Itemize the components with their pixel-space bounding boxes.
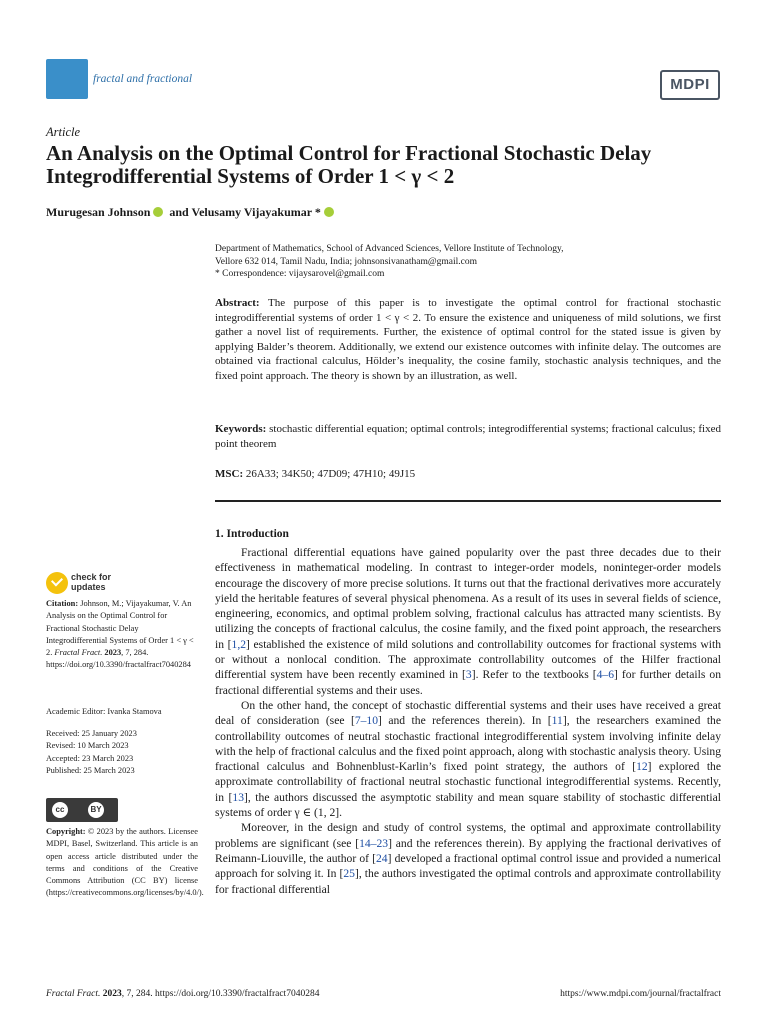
orcid-icon[interactable] [153,207,163,217]
citation-link[interactable]: 11 [551,714,563,728]
correspondence: * Correspondence: vijaysarovel@gmail.com [215,269,385,279]
orcid-icon[interactable] [324,207,334,217]
citation-link[interactable]: 3 [465,668,472,682]
keywords-text: stochastic differential equation; optimal controls; integrodifferential systems; fractional calculus; fixed point theorem [215,423,721,450]
author-name[interactable]: Velusamy Vijayakumar * [191,205,321,219]
citation-journal: Fractal Fract. [54,648,103,658]
check-updates-line: updates [71,582,106,592]
citation-label: Citation: [46,599,79,608]
paragraph: On the other hand, the concept of stochastic differential systems and their uses have received a great deal of consideration (see [7–10] and the references therein). In [11], the researchers examined the controllability outcomes of neutral stochastic fractional integrodifferential system involving infinite delay with the help of fractional calculus and the fixed point approach, along with stochastic analysis theory. Using fractional calculus and Bohnenblust-Karlin’s fixed point strategy, the authors of [12] explored the approximate controllability of fractional neutral stochastic functional integrodifferential systems. Recently, in [13], the authors discussed the asymptotic stability and mean square stability of stochastic differential systems of order γ ∈ (1, 2]. [215,698,722,820]
footer-journal: Fractal Fract. [46,989,101,999]
check-updates-label[interactable] [71,572,111,592]
cc-by-license-badge[interactable] [46,798,118,822]
divider [215,500,721,502]
keywords-label: Keywords: [215,423,267,435]
footer-doi[interactable]: , 7, 284. https://doi.org/10.3390/fractalfract7040284 [121,989,320,999]
citation-link[interactable]: 1,2 [231,637,247,651]
author-name[interactable]: Murugesan Johnson [46,205,151,219]
citation-link[interactable]: 14–23 [359,836,389,850]
copyright-block [46,826,204,900]
section-heading: 1. Introduction [215,528,289,540]
paragraph: Moreover, in the design and study of control systems, the optimal and approximate controllability problems are significant (see [14–23] and the references therein). By applying the fractional derivatives of Reimann-Liouville, the author of [24] developed a fractional optimal control issue and provided a numerical approach for solving it. In [25], the authors investigated the optimal controls and approximate controllability for fractional differential [215,821,722,896]
by-icon: BY [88,802,104,818]
cc-icon: cc [52,802,68,818]
citation-year: 2023 [104,648,122,658]
accepted-date: Accepted: 23 March 2023 [46,753,134,763]
paragraph: Fractional differential equations have gained popularity over the past three decades due to their effectiveness in mathematical modeling. In contrast to integer-order models, noninteger-order models encourage the discovery of more precise solutions. It turns out that the fractional derivatives more accurately yield the heritable features of several physical phenomena. As a result of its uses in several fields of science, engineering, economics, and optimal problem solving, fractional calculus has attracted many scientists. By utilizing the concepts of fractional calculus, the cosine family, and the fixed point approach, the researchers in [1,2] established the existence of mild solutions and controllability outcomes for fractional systems with or without a nonlocal condition. The approximate controllability outcomes of the Hilfer fractional differential system have been recently examined in [3]. Refer to the textbooks [4–6] for further details on fractional differential systems and their uses. [215,546,722,697]
journal-map-logo-icon [46,59,88,99]
copyright-label: Copyright: [46,827,86,836]
footer-journal-url[interactable]: https://www.mdpi.com/journal/fractalfract [560,989,721,999]
abstract-label: Abstract: [215,297,260,309]
check-updates-line: check for [71,572,112,582]
dates-block [46,728,198,777]
copyright-text: © 2023 by the authors. Licensee MDPI, Basel, Switzerland. This article is an open access article distributed under the terms and conditions of the Creative Commons Attribution (CC BY) license (https://creativecommons.org/licenses/by/4.0/). [46,827,204,898]
msc-text: 26A33; 34K50; 47D09; 47H10; 49J15 [243,468,416,480]
body-text [215,545,721,897]
academic-editor: Academic Editor: Ivanka Stamova [46,707,162,716]
msc-codes [215,468,721,480]
citation-link[interactable]: 24 [376,851,388,865]
published-date: Published: 25 March 2023 [46,765,135,775]
citation-text: Johnson, M.; Vijayakumar, V. An Analysis on the Optimal Control for Fractional Stochastic Delay Integrodifferential Systems of Order 1 < γ < 2. [46,599,194,658]
journal-name: fractal and fractional [93,73,193,85]
affiliation [215,243,725,281]
citation-link[interactable]: 13 [232,790,245,804]
article-title: An Analysis on the Optimal Control for Fractional Stochastic Delay Integrodifferential Systems of Order 1 < γ < 2 [46,141,652,188]
keywords [215,422,721,451]
revised-date: Revised: 10 March 2023 [46,741,129,751]
citation-link[interactable]: 12 [636,760,648,774]
citation-link[interactable]: 4–6 [596,668,615,682]
footer-citation [46,989,319,999]
msc-label: MSC: [215,468,244,480]
affiliation-line: Department of Mathematics, School of Advanced Sciences, Vellore Institute of Technology, [215,244,564,254]
affiliation-line: Vellore 632 014, Tamil Nadu, India; johnsonsivanatham@gmail.com [215,256,477,267]
citation-block [46,598,198,672]
mdpi-logo: MDPI [660,70,720,100]
author-joiner: and [169,205,189,219]
author-list [46,205,337,220]
abstract [215,296,721,383]
check-updates-icon[interactable] [46,572,68,594]
abstract-text: The purpose of this paper is to investigate the optimal control for fractional stochastic integrodifferential systems of order 1 < γ < 2. To ensure the existence and uniqueness of mild solutions, we first gather a novel list of requirements. Further, the existence of optimal control for the stated issue is given by applying Balder’s theorem. Additionally, we extend our existence outcomes with infinite delay. The outcomes are obtained via fractional calculus, Hölder’s inequality, the cosine family, stochastic analysis techniques, and the fixed point approach. The theory is shown by an illustration, as well. [215,297,721,382]
article-type: Article [46,125,81,139]
citation-link[interactable]: 25 [343,867,355,881]
footer-year: 2023 [102,989,122,999]
citation-link[interactable]: 7–10 [354,714,379,728]
received-date: Received: 25 January 2023 [46,729,137,738]
citation-doi[interactable]: , 7, 284. https://doi.org/10.3390/fractalfract7040284 [46,648,191,670]
